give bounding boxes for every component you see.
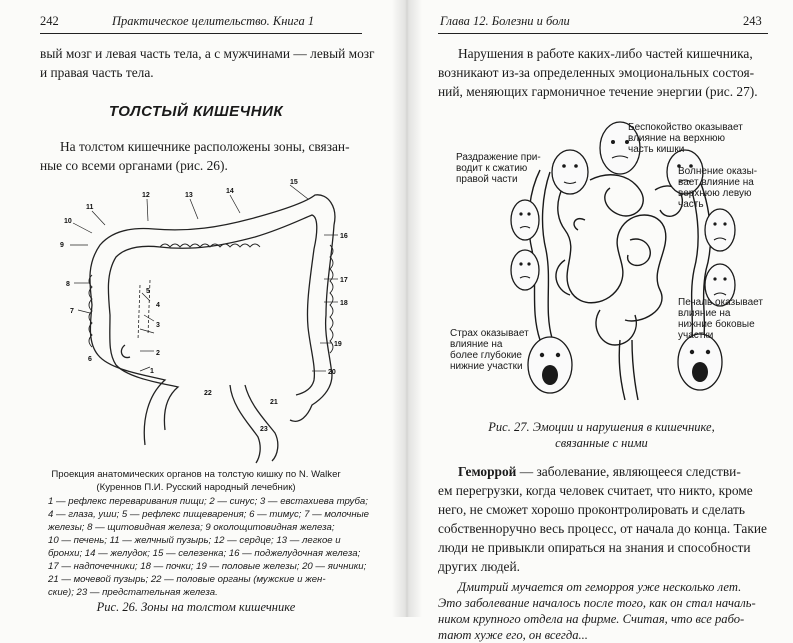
zone-number-15: 15 — [290, 179, 298, 186]
label-irritation — [456, 152, 541, 185]
legend-line-7: 21 — мочевой пузырь; 22 — половые органы (мужские и жен- — [48, 574, 326, 585]
zone-number-18: 18 — [340, 300, 348, 307]
legend-line-6: 17 — надпочечники; 18 — почки; 19 — половые железы; 20 — яичники; — [48, 561, 367, 572]
label-fear-line-4: нижние участки — [450, 361, 523, 372]
zone-number-8: 8 — [66, 281, 70, 288]
legend-line-5: бронхи; 14 — желудок; 15 — селезенка; 16 — поджелудочная железа; — [48, 548, 361, 559]
zone-number-14: 14 — [226, 188, 234, 195]
zone-number-20: 20 — [328, 369, 336, 376]
zone-number-22: 22 — [204, 390, 212, 397]
left-intro-line-2: и правая часть тела. — [40, 65, 154, 80]
label-anxiety-line-3: часть кишки — [628, 144, 685, 155]
section-line-1: На толстом кишечнике расположены зоны, связан- — [60, 139, 350, 154]
story-line-2: Это заболевание началось после того, как он стал началь- — [438, 596, 756, 610]
term-hemorrhoid: Геморрой — [458, 464, 517, 479]
left-running-title — [112, 14, 314, 29]
label-excitement-line-4: часть — [678, 199, 704, 210]
right-header-rule — [438, 33, 768, 34]
label-irritation-line-1: Раздражение при- — [456, 152, 541, 163]
left-page-number: 242 — [40, 14, 59, 28]
label-sadness — [678, 297, 763, 341]
diagram-caption-title-2: (Куреннов П.И. Русский народный лечебник) — [96, 482, 296, 493]
story-line-1: Дмитрий мучается от геморроя уже несколько лет. — [458, 580, 742, 594]
hemorrhoid-line-6: других людей. — [438, 559, 521, 574]
section-heading: ТОЛСТЫЙ КИШЕЧНИК — [108, 103, 284, 120]
left-running-title-text: Практическое целительство. Книга 1 — [112, 14, 315, 28]
figure-27-caption-line-1: Рис. 27. Эмоции и нарушения в кишечнике, — [488, 420, 715, 434]
left-intro-line-1: вый мозг и левая часть тела, а с мужчинами — левый мозг — [40, 46, 375, 61]
left-header-rule — [40, 33, 362, 34]
zone-number-10: 10 — [64, 218, 72, 225]
legend-line-4: 10 — печень; 11 — желчный пузырь; 12 — сердце; 13 — легкое и — [48, 535, 341, 546]
right-intro-line-1: Нарушения в работе каких-либо частей кишечника, — [458, 46, 753, 61]
zone-number-16: 16 — [340, 233, 348, 240]
label-fear-line-3: более глубокие — [450, 350, 522, 361]
right-running-title — [440, 14, 570, 29]
label-sadness-line-3: нижние боковые — [678, 319, 755, 330]
zone-number-2: 2 — [156, 350, 160, 357]
label-excitement-line-3: верхнюю левую — [678, 188, 752, 199]
story-line-4: тают хуже его, он всегда... — [438, 628, 588, 642]
label-anxiety-line-2: влияние на верхнюю — [628, 133, 725, 144]
story-line-3: ником крупного отдела на фирме. Считая, что все рабо- — [438, 612, 745, 626]
label-sadness-line-2: влияние на — [678, 308, 731, 319]
zone-number-12: 12 — [142, 192, 150, 199]
figure-27-caption-line-2: связанные с ними — [555, 436, 648, 450]
zone-number-21: 21 — [270, 399, 278, 406]
right-intro-line-3: ний, меняющих гармоничное течение энергии (рис. 27). — [438, 84, 758, 99]
section-line-2: ные со всеми органами (рис. 26). — [40, 158, 228, 173]
zone-number-3: 3 — [156, 322, 160, 329]
zone-number-4: 4 — [156, 302, 160, 309]
zone-number-6: 6 — [88, 356, 92, 363]
label-excitement-line-1: Волнение оказы- — [678, 166, 758, 177]
label-anxiety-line-1: Беспокойство оказывает — [628, 122, 743, 133]
label-irritation-line-3: правой части — [456, 174, 518, 185]
legend-line-3: железы; 8 — щитовидная железа; 9 околощитовидная железа; — [48, 522, 335, 533]
diagram-caption-title-1: Проекция анатомических органов на толстую кишку по N. Walker — [51, 469, 341, 480]
zone-number-1: 1 — [150, 368, 154, 375]
hemorrhoid-line-2: ем перегрузки, когда человек считает, что никто, кроме — [438, 483, 753, 498]
label-sadness-line-4: участки — [678, 330, 714, 341]
right-page — [410, 0, 793, 642]
zone-number-19: 19 — [334, 341, 342, 348]
label-sadness-line-1: Печаль оказывает — [678, 297, 763, 308]
term-rest: — заболевание, являющееся следстви- — [516, 464, 741, 479]
zone-number-5: 5 — [146, 288, 150, 295]
label-excitement — [678, 166, 757, 210]
zone-number-23: 23 — [260, 426, 268, 433]
label-anxiety — [628, 122, 743, 155]
zone-number-17: 17 — [340, 277, 348, 284]
figure-26-caption: Рис. 26. Зоны на толстом кишечнике — [96, 600, 296, 614]
label-irritation-line-2: водит к сжатию — [456, 163, 528, 174]
hemorrhoid-line-3: него, не сможет хорошо проконтролировать и сделать — [438, 502, 745, 517]
zone-number-13: 13 — [185, 192, 193, 199]
legend-line-8: ские); 23 — предстательная железа. — [48, 587, 218, 598]
hemorrhoid-line-4: собственноручно весь процесс, от начала до конца. Такие — [438, 521, 767, 536]
label-fear — [450, 328, 529, 372]
label-excitement-line-2: вает влияние на — [678, 177, 754, 188]
zone-number-7: 7 — [70, 308, 74, 315]
right-running-title-text: Глава 12. Болезни и боли — [440, 14, 570, 28]
right-page-number: 243 — [743, 14, 762, 28]
hemorrhoid-line-5: люди не привыкли опираться на знания и способности — [438, 540, 751, 555]
legend-line-2: 4 — глаза, уши; 5 — рефлекс пищеварения; 6 — тимус; 7 — молочные — [48, 509, 370, 520]
zone-number-9: 9 — [60, 242, 64, 249]
hemorrhoid-line-1 — [458, 464, 741, 480]
label-fear-line-2: влияние на — [450, 339, 503, 350]
label-fear-line-1: Страх оказывает — [450, 328, 529, 339]
colon-zone-diagram — [50, 175, 360, 465]
right-intro-line-2: возникают из-за определенных эмоциональных состоя- — [438, 65, 755, 80]
legend-line-1: 1 — рефлекс переваривания пищи; 2 — синус; 3 — евстахиева труба; — [48, 496, 368, 507]
left-page — [0, 0, 392, 617]
zone-number-11: 11 — [86, 204, 94, 211]
